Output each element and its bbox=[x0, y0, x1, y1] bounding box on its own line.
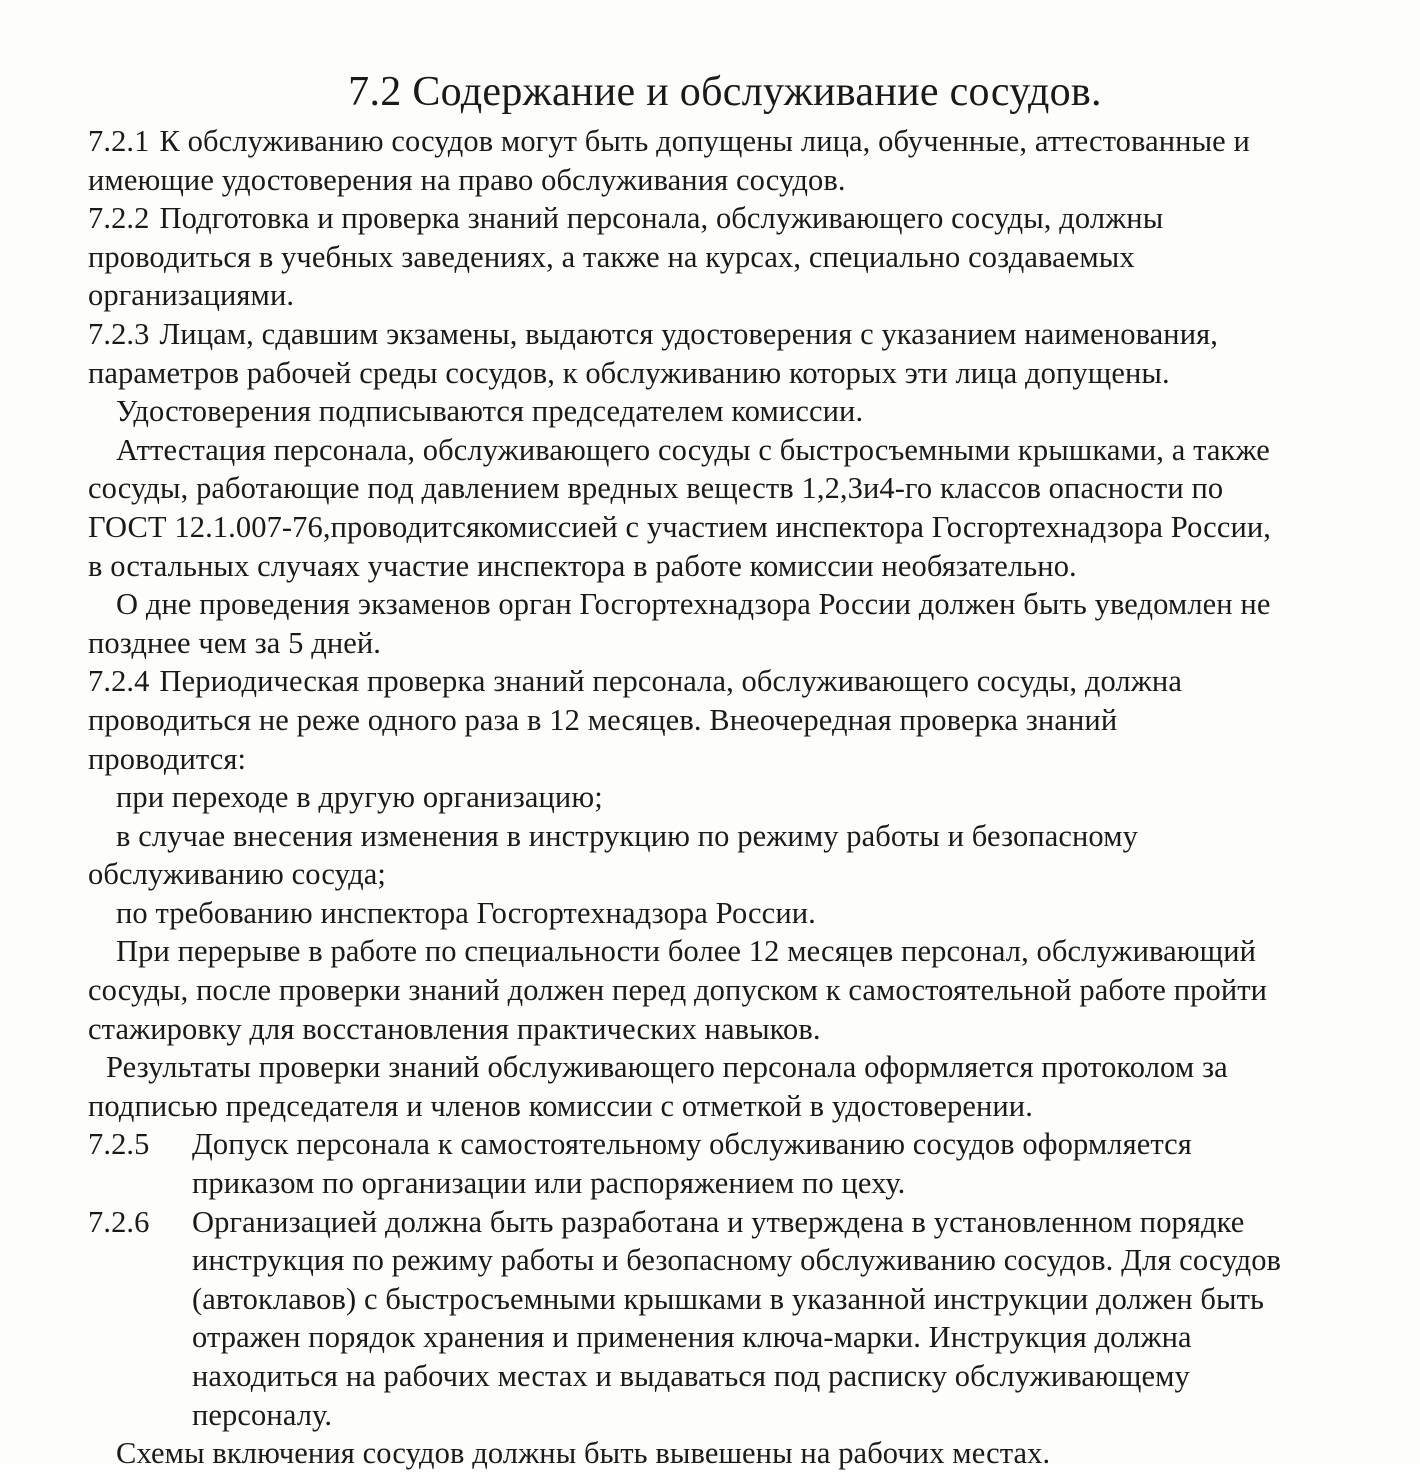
text-line: Схемы включения сосудов должны быть вывешены на рабочих местах. bbox=[116, 1436, 1051, 1471]
text-line: Организацией должна быть разработана и утверждена в установленном порядке bbox=[192, 1204, 1245, 1239]
text-line: сосуды, после проверки знаний должен перед допуском к самостоятельной работе пройти bbox=[88, 973, 1268, 1008]
text-line: отражен порядок хранения и применения ключа-марки. Инструкция должна bbox=[192, 1320, 1192, 1355]
text-line: Удостоверения подписываются председателем комиссии. bbox=[116, 394, 864, 429]
text-line: персоналу. bbox=[192, 1397, 333, 1432]
text-line: подписью председателя и членов комиссии с отметкой в удостоверении. bbox=[88, 1088, 1033, 1123]
text-line: (автоклавов) с быстросъемными крышками в указанной инструкции должен быть bbox=[192, 1281, 1265, 1316]
text-line: ГОСТ 12.1.007-76,проводитсякомиссией с участием инспектора Госгортехнадзора России, bbox=[88, 509, 1272, 544]
text-line: инструкция по режиму работы и безопасному обслуживанию сосудов. Для сосудов bbox=[192, 1243, 1282, 1278]
text-line: О дне проведения экзаменов орган Госгортехнадзора России должен быть уведомлен не bbox=[116, 587, 1271, 622]
text-line: приказом по организации или распоряжением по цеху. bbox=[192, 1166, 906, 1201]
text-line: обслуживанию сосуда; bbox=[88, 857, 386, 892]
document-body bbox=[88, 122, 1378, 1473]
text-line: проводиться не реже одного раза в 12 месяцев. Внеочередная проверка знаний bbox=[88, 702, 1118, 737]
text-line: Подготовка и проверка знаний персонала, обслуживающего сосуды, должны bbox=[159, 201, 1164, 236]
text-line: Аттестация персонала, обслуживающего сосуды с быстросъемными крышками, а также bbox=[116, 432, 1270, 467]
text-line: находиться на рабочих местах и выдаваться под расписку обслуживающему bbox=[192, 1359, 1190, 1393]
clause-number: 7.2.5 bbox=[88, 1127, 150, 1162]
list-item: в случае внесения изменения в инструкцию по режиму работы и безопасному bbox=[116, 818, 1138, 853]
text-line: позднее чем за 5 дней. bbox=[88, 625, 382, 660]
text-line: проводиться в учебных заведениях, а также на курсах, специально создаваемых bbox=[88, 239, 1135, 274]
clause-number: 7.2.2 bbox=[88, 201, 150, 236]
text-line: проводится: bbox=[88, 741, 247, 776]
text-line: Периодическая проверка знаний персонала, обслуживающего сосуды, должна bbox=[159, 664, 1182, 699]
text-line: стажировку для восстановления практических навыков. bbox=[88, 1011, 821, 1046]
list-item: по требованию инспектора Госгортехнадзора России. bbox=[116, 895, 816, 930]
list-item: при переходе в другую организацию; bbox=[116, 780, 603, 815]
clause-number: 7.2.3 bbox=[88, 316, 150, 351]
text-line: Допуск персонала к самостоятельному обслуживанию сосудов оформляется bbox=[192, 1127, 1192, 1162]
clause-number: 7.2.1 bbox=[88, 124, 150, 158]
paragraph-7-2-2-line bbox=[88, 199, 1378, 238]
text-line: К обслуживанию сосудов могут быть допущены лица, обученные, аттестованные и bbox=[159, 124, 1250, 158]
clause-number: 7.2.4 bbox=[88, 664, 150, 699]
section-title: 7.2 Содержание и обслуживание сосудов. bbox=[348, 69, 1102, 115]
text-line: Результаты проверки знаний обслуживающего персонала оформляется протоколом за bbox=[106, 1050, 1228, 1085]
paragraph-7-2-6 bbox=[88, 1203, 1378, 1242]
text-line: организациями. bbox=[88, 278, 295, 313]
clause-number: 7.2.6 bbox=[88, 1204, 150, 1239]
paragraph-7-2-1-line bbox=[88, 122, 1378, 161]
text-line: При перерыве в работе по специальности более 12 месяцев персонал, обслуживающий bbox=[116, 934, 1257, 969]
text-line: в остальных случаях участие инспектора в работе комиссии необязательно. bbox=[88, 548, 1077, 583]
paragraph-7-2-4-line bbox=[88, 662, 1378, 701]
text-line: Лицам, сдавшим экзамены, выдаются удостоверения с указанием наименования, bbox=[159, 316, 1219, 351]
text-line: имеющие удостоверения на право обслуживания сосудов. bbox=[88, 162, 846, 197]
text-line: параметров рабочей среды сосудов, к обслуживанию которых эти лица допущены. bbox=[88, 355, 1170, 390]
text-line: сосуды, работающие под давлением вредных веществ 1,2,3и4-го классов опасности по bbox=[88, 471, 1224, 506]
paragraph-7-2-3-line bbox=[88, 315, 1378, 354]
paragraph-7-2-5 bbox=[88, 1125, 1378, 1164]
